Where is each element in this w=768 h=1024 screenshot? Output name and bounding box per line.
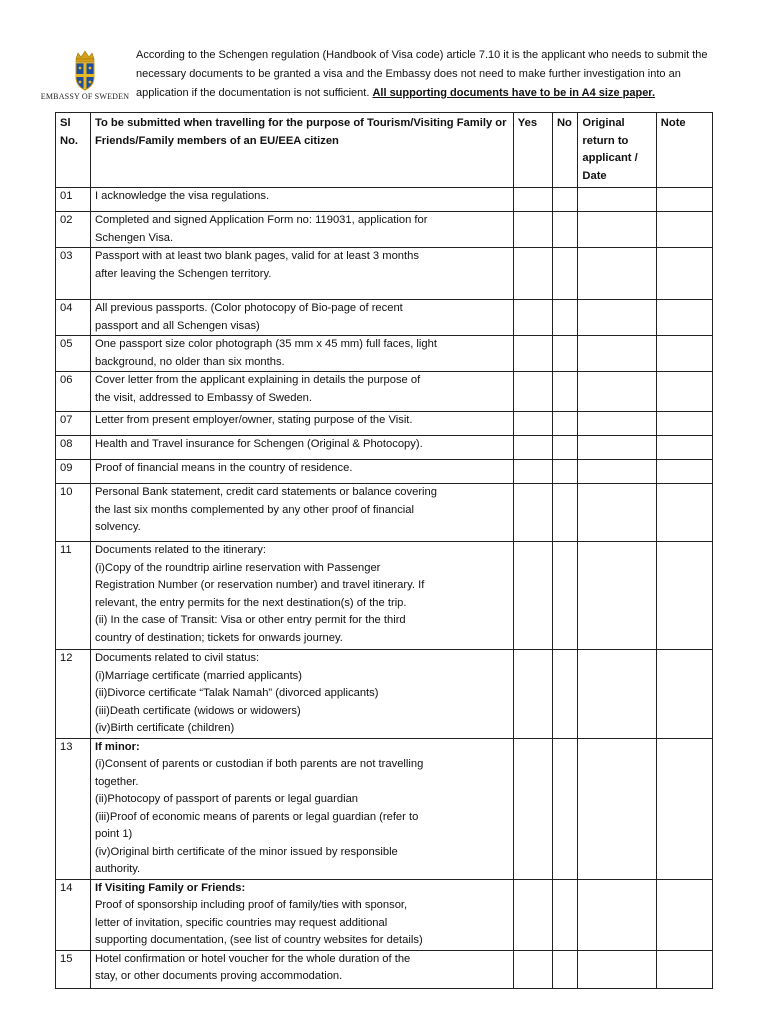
description-line: country of destination; tickets for onwards journey. — [94, 631, 343, 644]
yes-cell[interactable] — [513, 650, 552, 739]
description-line: relevant, the entry permits for the next destination(s) of the trip. — [94, 596, 407, 609]
yes-cell[interactable] — [513, 300, 552, 336]
description-line: Proof of financial means in the country of residence. — [94, 462, 353, 474]
row-description — [90, 650, 513, 739]
note-cell[interactable] — [656, 484, 712, 542]
description-line: Passport with at least two blank pages, valid for at least 3 months — [94, 250, 419, 262]
row-description — [90, 412, 513, 436]
intro-paragraph — [136, 46, 728, 103]
original-return-cell[interactable] — [578, 436, 656, 460]
description-line: authority. — [94, 863, 141, 875]
original-return-cell[interactable] — [578, 336, 656, 372]
no-cell[interactable] — [552, 879, 577, 950]
note-cell[interactable] — [656, 372, 712, 412]
header-original-return: Original return to applicant / Date — [578, 113, 656, 188]
note-cell[interactable] — [656, 300, 712, 336]
header-note: Note — [656, 113, 712, 188]
row-number: 07 — [56, 412, 91, 436]
row-number: 14 — [56, 879, 91, 950]
row-description — [90, 950, 513, 988]
description-line: Proof of sponsorship including proof of family/ties with sponsor, — [94, 899, 408, 911]
row-description — [90, 738, 513, 879]
row-description — [90, 879, 513, 950]
original-return-cell[interactable] — [578, 372, 656, 412]
description-line: All previous passports. (Color photocopy of Bio-page of recent — [94, 302, 403, 314]
table-row — [56, 879, 713, 950]
original-return-cell[interactable] — [578, 738, 656, 879]
row-number: 06 — [56, 372, 91, 412]
table-row — [56, 650, 713, 739]
table-row — [56, 212, 713, 248]
no-cell[interactable] — [552, 738, 577, 879]
description-line: (iii)Proof of economic means of parents or legal guardian (refer to — [94, 810, 419, 823]
no-cell[interactable] — [552, 336, 577, 372]
description-line: the visit, addressed to Embassy of Sweden. — [94, 391, 312, 404]
row-description — [90, 460, 513, 484]
note-cell[interactable] — [656, 412, 712, 436]
table-row — [56, 436, 713, 460]
yes-cell[interactable] — [513, 879, 552, 950]
description-line: Documents related to the itinerary: — [94, 544, 266, 556]
note-cell[interactable] — [656, 460, 712, 484]
table-row — [56, 484, 713, 542]
table-row — [56, 542, 713, 650]
yes-cell[interactable] — [513, 738, 552, 879]
description-line: I acknowledge the visa regulations. — [94, 190, 270, 202]
row-number: 04 — [56, 300, 91, 336]
yes-cell[interactable] — [513, 212, 552, 248]
no-cell[interactable] — [552, 460, 577, 484]
row-description — [90, 542, 513, 650]
description-line: solvency. — [94, 521, 141, 533]
page-header — [0, 0, 768, 110]
note-cell[interactable] — [656, 879, 712, 950]
description-line: the last six months complemented by any other proof of financial — [94, 503, 414, 516]
row-number: 03 — [56, 248, 91, 300]
no-cell[interactable] — [552, 650, 577, 739]
row-description — [90, 336, 513, 372]
embassy-logo — [40, 50, 130, 105]
row-description — [90, 484, 513, 542]
row-number: 05 — [56, 336, 91, 372]
note-cell[interactable] — [656, 212, 712, 248]
logo-text: EMBASSY OF SWEDEN — [40, 92, 130, 101]
description-line: (ii)Photocopy of passport of parents or legal guardian — [94, 793, 359, 805]
description-line: Hotel confirmation or hotel voucher for the whole duration of the — [94, 952, 411, 965]
original-return-cell[interactable] — [578, 300, 656, 336]
note-cell[interactable] — [656, 650, 712, 739]
original-return-cell[interactable] — [578, 484, 656, 542]
description-line: point 1) — [94, 828, 133, 840]
original-return-cell[interactable] — [578, 248, 656, 300]
description-line: If Visiting Family or Friends: — [94, 881, 246, 894]
table-row — [56, 738, 713, 879]
row-description — [90, 372, 513, 412]
description-line: One passport size color photograph (35 mm x 45 mm) full faces, light — [94, 338, 437, 350]
note-cell[interactable] — [656, 436, 712, 460]
no-cell[interactable] — [552, 212, 577, 248]
no-cell[interactable] — [552, 484, 577, 542]
description-line: (iii)Death certificate (widows or widowers) — [94, 704, 301, 717]
note-cell[interactable] — [656, 336, 712, 372]
table-row — [56, 336, 713, 372]
description-line: If minor: — [94, 740, 140, 753]
original-return-cell[interactable] — [578, 212, 656, 248]
row-number: 02 — [56, 212, 91, 248]
row-number: 08 — [56, 436, 91, 460]
note-cell[interactable] — [656, 738, 712, 879]
yes-cell[interactable] — [513, 188, 552, 212]
header-yes: Yes — [513, 113, 552, 188]
description-line: Personal Bank statement, credit card statements or balance covering — [94, 486, 437, 498]
description-line: supporting documentation, (see list of country websites for details) — [94, 934, 423, 946]
no-cell[interactable] — [552, 300, 577, 336]
no-cell[interactable] — [552, 248, 577, 300]
table-row — [56, 950, 713, 988]
note-cell[interactable] — [656, 950, 712, 988]
row-description — [90, 212, 513, 248]
no-cell[interactable] — [552, 412, 577, 436]
original-return-cell[interactable] — [578, 460, 656, 484]
row-number: 15 — [56, 950, 91, 988]
table-row — [56, 300, 713, 336]
description-line: passport and all Schengen visas) — [94, 319, 260, 332]
description-line: (iv)Birth certificate (children) — [94, 722, 235, 734]
document-checklist-table — [55, 112, 713, 989]
description-line: Health and Travel insurance for Schengen (Original & Photocopy). — [94, 438, 423, 450]
description-line: Completed and signed Application Form no: 119031, application for — [94, 214, 428, 226]
original-return-cell[interactable] — [578, 188, 656, 212]
row-number: 09 — [56, 460, 91, 484]
table-header-row — [56, 113, 713, 188]
original-return-cell[interactable] — [578, 650, 656, 739]
description-line: stay, or other documents proving accommodation. — [94, 970, 343, 982]
table-row — [56, 248, 713, 300]
table-row — [56, 372, 713, 412]
description-line: Cover letter from the applicant explaining in details the purpose of — [94, 374, 421, 386]
description-line: Registration Number (or reservation number) and travel itinerary. If — [94, 579, 425, 591]
no-cell[interactable] — [552, 372, 577, 412]
header-no: No — [552, 113, 577, 188]
row-description — [90, 436, 513, 460]
yes-cell[interactable] — [513, 484, 552, 542]
note-cell[interactable] — [656, 188, 712, 212]
description-line: Schengen Visa. — [94, 231, 174, 244]
yes-cell[interactable] — [513, 248, 552, 300]
row-number: 10 — [56, 484, 91, 542]
row-number: 13 — [56, 738, 91, 879]
intro-text: According to the Schengen regulation (Handbook of Visa code) article 7.10 it is the applicant who needs to submit the necessary documents to be granted a visa and the Embassy does not need to make further investigation into an application if the documentation is not sufficient. — [136, 49, 708, 99]
note-cell[interactable] — [656, 542, 712, 650]
description-line: (i)Marriage certificate (married applicants) — [94, 669, 302, 682]
table-row — [56, 460, 713, 484]
yes-cell[interactable] — [513, 372, 552, 412]
intro-emphasis: All supporting documents have to be in A4 size paper. — [372, 87, 656, 99]
header-description: To be submitted when travelling for the purpose of Tourism/Visiting Family or Friends/Family members of an EU/EEA citizen — [90, 113, 513, 188]
table-row — [56, 412, 713, 436]
yes-cell[interactable] — [513, 542, 552, 650]
table-row — [56, 188, 713, 212]
description-line: (i)Consent of parents or custodian if both parents are not travelling — [94, 758, 424, 770]
no-cell[interactable] — [552, 436, 577, 460]
row-number: 12 — [56, 650, 91, 739]
row-description — [90, 248, 513, 300]
no-cell[interactable] — [552, 950, 577, 988]
yes-cell[interactable] — [513, 412, 552, 436]
description-line: (ii) In the case of Transit: Visa or other entry permit for the third — [94, 614, 406, 626]
description-line: (ii)Divorce certificate “Talak Namah” (divorced applicants) — [94, 687, 379, 699]
description-line: letter of invitation, specific countries may request additional — [94, 916, 388, 929]
description-line: (iv)Original birth certificate of the minor issued by responsible — [94, 845, 398, 858]
original-return-cell[interactable] — [578, 412, 656, 436]
description-line: Documents related to civil status: — [94, 652, 260, 664]
description-line: after leaving the Schengen territory. — [94, 267, 272, 280]
description-line: (i)Copy of the roundtrip airline reservation with Passenger — [94, 561, 381, 574]
yes-cell[interactable] — [513, 336, 552, 372]
row-description — [90, 188, 513, 212]
row-number: 01 — [56, 188, 91, 212]
original-return-cell[interactable] — [578, 879, 656, 950]
no-cell[interactable] — [552, 542, 577, 650]
original-return-cell[interactable] — [578, 542, 656, 650]
original-return-cell[interactable] — [578, 950, 656, 988]
description-line: Letter from present employer/owner, stating purpose of the Visit. — [94, 414, 413, 426]
description-line: background, no older than six months. — [94, 355, 285, 368]
no-cell[interactable] — [552, 188, 577, 212]
crown-shield-icon — [40, 50, 130, 92]
row-description — [90, 300, 513, 336]
row-number: 11 — [56, 542, 91, 650]
description-line: together. — [94, 775, 139, 788]
yes-cell[interactable] — [513, 436, 552, 460]
yes-cell[interactable] — [513, 460, 552, 484]
header-sl-no: Sl No. — [56, 113, 91, 188]
yes-cell[interactable] — [513, 950, 552, 988]
note-cell[interactable] — [656, 248, 712, 300]
